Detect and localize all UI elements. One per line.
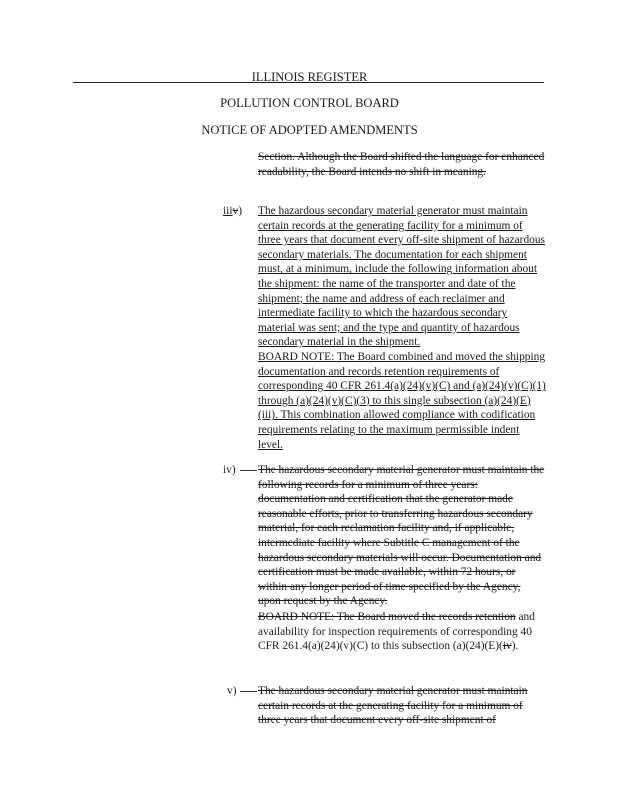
item-iii-board-note: BOARD NOTE: The Board combined and moved the shipping documentation and records retention requirements of corresponding 40 CFR 261.4(a)(24)(v)(C) and (a)(24)(v)(C)(1) through (a)(24)(v)(C)(3) to this single subsection (a)(24)(E)(iii). This combination allowed compliance with codification requirements relating to the maximum permissible indent level. <box>258 351 546 451</box>
item-iv-label: iv) <box>223 464 236 476</box>
intro-struck-paragraph: Section. Although the Board shifted the language for enhanced readability, the Board intends no shift in meaning. <box>258 151 545 178</box>
notice-title: NOTICE OF ADOPTED AMENDMENTS <box>201 123 418 137</box>
item-iv-note-struck: BOARD NOTE: The Board moved the records retention <box>258 611 516 623</box>
item-iii-text: The hazardous secondary material generator must maintain certain records at the generating facility for a minimum of three years that document every off-site shipment of hazardous secondary materials. The documentation for each shipment must, at a minimum, include the following information about the shipment: the name of the transporter and date of the shipment; the name and address of each reclaimer and intermediate facility to which the hazardous secondary material was sent; and the type and quantity of hazardous secondary material in the shipment. <box>258 205 545 349</box>
item-iv-text: The hazardous secondary material generator must maintain the following records for a minimum of three years: documentation and certification that the generator made reasonable efforts, prior to transferring hazardous secondary material, for each reclamation facility and, if applicable, intermediate facility where Subtitle C management of the hazardous secondary materials will occur. Documentation and certification must be made available, within 72 hours, or within any longer period of time specified by the Agency, upon request by the Agency. <box>258 464 545 608</box>
item-iv-board-note <box>258 610 546 654</box>
header-rule <box>73 82 544 83</box>
item-iv-note-paren-struck: iv <box>502 640 512 653</box>
item-iii-label-close: ) <box>238 205 242 217</box>
register-title: ILLINOIS REGISTER <box>251 70 368 84</box>
item-v-text: The hazardous secondary material generator must maintain certain records at the generating facility for a minimum of three years that document every off-site shipment of <box>258 685 528 727</box>
item-iv-note-end: ). <box>511 640 519 653</box>
item-iii-label <box>223 204 242 219</box>
item-iv-note-plain: and availability for inspection requirements of corresponding 40 CFR 261.4(a)(24)(v)(C) to this subsection (a)(24)(E)( <box>258 611 535 653</box>
item-iii-label-base: iii <box>223 205 233 217</box>
board-title: POLLUTION CONTROL BOARD <box>220 96 399 110</box>
item-v-leader-strike <box>240 691 257 692</box>
item-v-label: v) <box>227 685 237 697</box>
item-iv-leader-strike <box>240 470 257 471</box>
item-iii-label-struck: v <box>232 205 239 217</box>
